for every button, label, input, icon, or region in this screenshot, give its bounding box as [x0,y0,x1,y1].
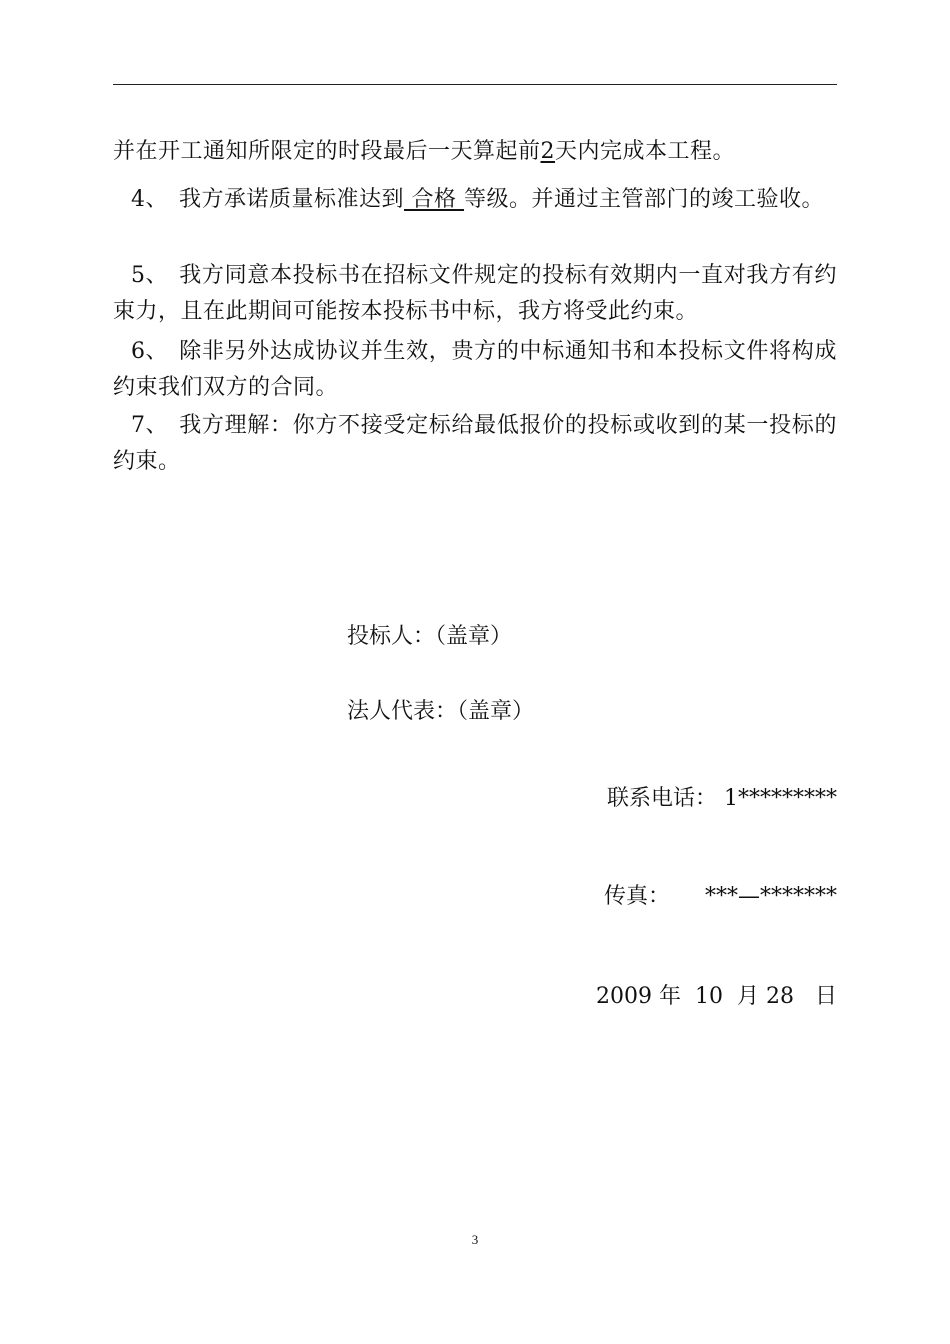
legal-rep-seal-line: 法人代表：（盖章） [347,699,535,724]
fax-line [604,882,837,912]
phone-line [607,784,837,814]
item-number: 4、 [131,187,168,212]
date-day: 28 [766,984,794,1009]
page-number: 3 [471,1232,479,1247]
bidder-seal-line: 投标人：（盖章） [347,624,513,649]
completion-days: 2 [540,139,556,164]
item-number: 5、 [131,263,168,288]
list-item-4 [113,182,837,218]
completion-text-after: 天内完成本工程。 [555,139,736,164]
item-number: 6、 [131,339,168,364]
item-text: 我方理解：你方不接受定标给最低报价的投标或收到的某一投标的约束。 [113,413,837,474]
quality-grade: 合格 [411,187,457,212]
header-rule [113,84,837,85]
item4-text-after: 等级。并通过主管部门的竣工验收。 [464,187,825,212]
list-item-5 [113,258,837,330]
list-item-6 [113,334,837,406]
date-year-unit: 年 [658,984,681,1009]
item-text: 除非另外达成协议并生效，贵方的中标通知书和本投标文件将构成约束我们双方的合同。 [113,339,837,400]
date-month: 10 [694,984,723,1009]
fax-value: ***—******* [705,884,837,909]
item-text: 我方同意本投标书在招标文件规定的投标有效期内一直对我方有约束力，且在此期间可能按本投标书中标，我方将受此约束。 [113,263,837,324]
paragraph-completion [113,134,837,170]
item4-text-before: 我方承诺质量标准达到 [179,187,405,212]
phone-value: 1********* [724,786,837,811]
fax-label: 传真： [604,884,671,909]
list-item-7 [113,408,837,480]
completion-text-before: 并在开工通知所限定的时段最后一天算起前 [113,139,541,164]
date-line [596,982,837,1012]
phone-label: 联系电话： [606,786,717,811]
item-number: 7、 [131,413,168,438]
date-month-unit: 月 [736,984,759,1009]
date-day-unit: 日 [814,984,837,1009]
date-year: 2009 [595,984,652,1009]
